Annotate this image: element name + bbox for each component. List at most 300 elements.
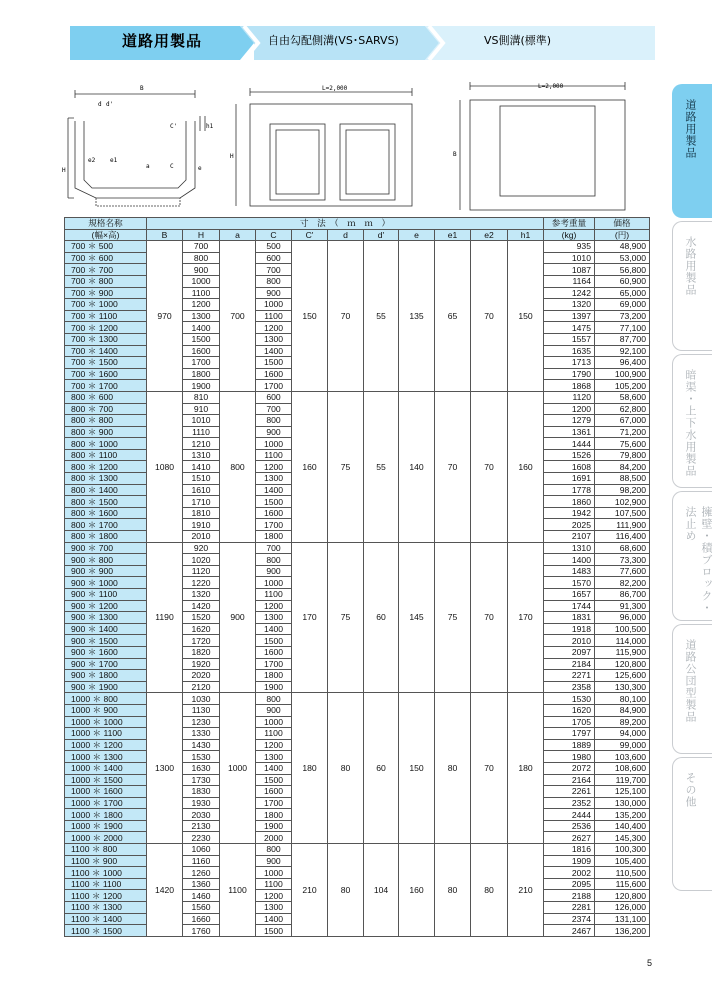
c-cell: 600 (256, 391, 292, 403)
height-cell: 1900 (183, 380, 220, 392)
c-cell: 900 (256, 287, 292, 299)
weight-cell: 1120 (544, 391, 595, 403)
spec-name-cell: 1000 ＊ 1100 (65, 728, 147, 740)
dim-e: e (198, 165, 202, 172)
col-name-header: 規格名称 (65, 218, 147, 230)
price-cell: 68,600 (595, 542, 650, 554)
height-cell: 1920 (183, 658, 220, 670)
price-cell: 130,300 (595, 681, 650, 693)
price-cell: 131,100 (595, 913, 650, 925)
weight-cell: 1860 (544, 496, 595, 508)
spec-name-cell: 700 ＊ 1300 (65, 333, 147, 345)
spec-name-cell: 700 ＊ 500 (65, 241, 147, 253)
dim-a-cell: 1100 (220, 844, 256, 937)
dim-a-cell: 700 (220, 241, 256, 392)
dim-e-cell: 135 (399, 241, 435, 392)
spec-name-cell: 800 ＊ 600 (65, 391, 147, 403)
height-cell: 1410 (183, 461, 220, 473)
tab-culvert-products[interactable] (672, 354, 712, 488)
price-cell: 92,100 (595, 345, 650, 357)
dim-e-cell: 150 (399, 693, 435, 844)
c-cell: 1100 (256, 310, 292, 322)
weight-cell: 1361 (544, 426, 595, 438)
dim-h1-cell: 180 (508, 693, 544, 844)
weight-cell: 1475 (544, 322, 595, 334)
dim-Cp: C' (170, 123, 178, 130)
height-cell: 1700 (183, 357, 220, 369)
spec-name-cell: 700 ＊ 1500 (65, 357, 147, 369)
price-cell: 91,300 (595, 600, 650, 612)
dim-e2: e2 (88, 157, 96, 164)
price-cell: 105,400 (595, 855, 650, 867)
weight-cell: 1831 (544, 612, 595, 624)
spec-name-cell: 1000 ＊ 1400 (65, 762, 147, 774)
height-cell: 1200 (183, 299, 220, 311)
c-cell: 900 (256, 855, 292, 867)
spec-table (64, 217, 650, 937)
front-width-label: B (453, 151, 457, 158)
c-cell: 1200 (256, 600, 292, 612)
spec-name-cell: 800 ＊ 700 (65, 403, 147, 415)
tab-road-products[interactable] (672, 84, 712, 218)
height-cell: 1060 (183, 844, 220, 856)
price-cell: 126,000 (595, 902, 650, 914)
weight-cell: 1816 (544, 844, 595, 856)
weight-cell: 1942 (544, 507, 595, 519)
table-subheader-row (65, 229, 650, 241)
tab-label: その他 (684, 772, 697, 808)
height-cell: 1260 (183, 867, 220, 879)
c-cell: 1900 (256, 820, 292, 832)
c-cell: 900 (256, 565, 292, 577)
spec-name-cell: 1100 ＊ 1200 (65, 890, 147, 902)
spec-name-cell: 1000 ＊ 1300 (65, 751, 147, 763)
height-cell: 1730 (183, 774, 220, 786)
height-cell: 700 (183, 241, 220, 253)
price-cell: 96,400 (595, 357, 650, 369)
weight-cell: 2444 (544, 809, 595, 821)
dim-a: a (146, 163, 150, 170)
c-cell: 1300 (256, 751, 292, 763)
sub-header: h1 (508, 229, 544, 241)
spec-name-cell: 800 ＊ 1000 (65, 438, 147, 450)
weight-cell: 2184 (544, 658, 595, 670)
price-cell: 60,900 (595, 275, 650, 287)
c-cell: 800 (256, 693, 292, 705)
price-cell: 75,600 (595, 438, 650, 450)
height-cell: 1720 (183, 635, 220, 647)
spec-name-cell: 900 ＊ 1900 (65, 681, 147, 693)
dim-e1-cell: 80 (435, 693, 471, 844)
price-cell: 114,000 (595, 635, 650, 647)
tab-label: 道路用製品 (684, 99, 697, 159)
c-cell: 1100 (256, 728, 292, 740)
spec-name-cell: 900 ＊ 1200 (65, 600, 147, 612)
sub-header: C (256, 229, 292, 241)
height-cell: 1620 (183, 623, 220, 635)
height-cell: 800 (183, 252, 220, 264)
c-cell: 1500 (256, 925, 292, 937)
weight-cell: 1918 (544, 623, 595, 635)
height-cell: 1530 (183, 751, 220, 763)
dim-d-cell: 75 (328, 542, 364, 693)
c-cell: 1100 (256, 449, 292, 461)
spec-name-cell: 1100 ＊ 1300 (65, 902, 147, 914)
c-cell: 1000 (256, 867, 292, 879)
price-cell: 80,100 (595, 693, 650, 705)
height-cell: 1820 (183, 646, 220, 658)
weight-cell: 2271 (544, 670, 595, 682)
height-cell: 1360 (183, 878, 220, 890)
height-cell: 1160 (183, 855, 220, 867)
table-row (65, 391, 650, 403)
height-cell: 1660 (183, 913, 220, 925)
sub-header: (kg) (544, 229, 595, 241)
height-cell: 1020 (183, 554, 220, 566)
price-cell: 71,200 (595, 426, 650, 438)
c-cell: 1500 (256, 635, 292, 647)
weight-cell: 1200 (544, 403, 595, 415)
price-cell: 108,600 (595, 762, 650, 774)
weight-cell: 1868 (544, 380, 595, 392)
spec-name-cell: 800 ＊ 1100 (65, 449, 147, 461)
spec-name-cell: 700 ＊ 1400 (65, 345, 147, 357)
col-weight-header: 参考重量 (544, 218, 595, 230)
weight-cell: 1570 (544, 577, 595, 589)
height-cell: 1510 (183, 473, 220, 485)
tab-label: 擁壁・積ブロック・法止め (684, 506, 713, 614)
c-cell: 1100 (256, 878, 292, 890)
weight-cell: 2164 (544, 774, 595, 786)
dim-h1-cell: 170 (508, 542, 544, 693)
dim-cp-cell: 180 (292, 693, 328, 844)
c-cell: 1700 (256, 658, 292, 670)
spec-name-cell: 900 ＊ 1800 (65, 670, 147, 682)
c-cell: 1300 (256, 612, 292, 624)
spec-name-cell: 700 ＊ 1600 (65, 368, 147, 380)
c-cell: 1400 (256, 913, 292, 925)
price-cell: 116,400 (595, 531, 650, 543)
spec-name-cell: 1000 ＊ 1500 (65, 774, 147, 786)
price-cell: 73,300 (595, 554, 650, 566)
price-cell: 88,500 (595, 473, 650, 485)
tab-waterway-products[interactable] (672, 221, 712, 351)
tab-other[interactable] (672, 757, 712, 891)
price-cell: 107,500 (595, 507, 650, 519)
spec-name-cell: 900 ＊ 1700 (65, 658, 147, 670)
spec-name-cell: 800 ＊ 1800 (65, 531, 147, 543)
breadcrumb-category[interactable]: 自由勾配側溝(VS･SARVS) (268, 34, 399, 47)
dim-h1-cell: 210 (508, 844, 544, 937)
weight-cell: 1608 (544, 461, 595, 473)
price-cell: 58,600 (595, 391, 650, 403)
weight-cell: 1657 (544, 589, 595, 601)
c-cell: 1800 (256, 531, 292, 543)
weight-cell: 1909 (544, 855, 595, 867)
height-cell: 1560 (183, 902, 220, 914)
dim-C: C (170, 163, 174, 170)
weight-cell: 2627 (544, 832, 595, 844)
price-cell: 56,800 (595, 264, 650, 276)
sub-header: a (220, 229, 256, 241)
height-cell: 1930 (183, 797, 220, 809)
height-cell: 1800 (183, 368, 220, 380)
price-cell: 69,000 (595, 299, 650, 311)
sub-header: e1 (435, 229, 471, 241)
spec-name-cell: 900 ＊ 1600 (65, 646, 147, 658)
price-cell: 145,300 (595, 832, 650, 844)
tab-retaining-wall[interactable] (672, 491, 712, 621)
dim-e-cell: 140 (399, 391, 435, 542)
height-cell: 1430 (183, 739, 220, 751)
c-cell: 700 (256, 403, 292, 415)
price-cell: 105,200 (595, 380, 650, 392)
spec-name-cell: 1100 ＊ 1500 (65, 925, 147, 937)
height-cell: 900 (183, 264, 220, 276)
c-cell: 1800 (256, 809, 292, 821)
height-cell: 1400 (183, 322, 220, 334)
table-row (65, 844, 650, 856)
sub-header: e (399, 229, 435, 241)
c-cell: 1000 (256, 438, 292, 450)
price-cell: 125,100 (595, 786, 650, 798)
weight-cell: 2095 (544, 878, 595, 890)
c-cell: 1700 (256, 797, 292, 809)
sub-header: d' (364, 229, 399, 241)
dim-dp-cell: 60 (364, 693, 399, 844)
front-length-label: L=2,000 (538, 83, 564, 90)
front-view-drawing (460, 82, 625, 210)
price-cell: 79,800 (595, 449, 650, 461)
spec-name-cell: 900 ＊ 900 (65, 565, 147, 577)
breadcrumb-product[interactable]: VS側溝(標準) (484, 34, 552, 47)
price-cell: 65,000 (595, 287, 650, 299)
height-cell: 1830 (183, 786, 220, 798)
dim-e2-cell: 70 (471, 241, 508, 392)
dim-dp: d' (106, 101, 114, 108)
height-cell: 810 (183, 391, 220, 403)
weight-cell: 2467 (544, 925, 595, 937)
weight-cell: 1790 (544, 368, 595, 380)
c-cell: 1400 (256, 762, 292, 774)
price-cell: 86,700 (595, 589, 650, 601)
c-cell: 1600 (256, 368, 292, 380)
weight-cell: 1713 (544, 357, 595, 369)
height-cell: 1610 (183, 484, 220, 496)
dim-e1-cell: 70 (435, 391, 471, 542)
dim-e-cell: 160 (399, 844, 435, 937)
weight-cell: 1279 (544, 415, 595, 427)
height-cell: 2230 (183, 832, 220, 844)
weight-cell: 1483 (544, 565, 595, 577)
tab-public-corp-products[interactable] (672, 624, 712, 754)
height-cell: 1110 (183, 426, 220, 438)
price-cell: 119,700 (595, 774, 650, 786)
height-cell: 1310 (183, 449, 220, 461)
dim-a-cell: 1000 (220, 693, 256, 844)
c-cell: 1500 (256, 496, 292, 508)
table-row (65, 693, 650, 705)
dim-e2-cell: 70 (471, 693, 508, 844)
c-cell: 800 (256, 415, 292, 427)
c-cell: 1200 (256, 461, 292, 473)
height-cell: 1210 (183, 438, 220, 450)
spec-name-cell: 900 ＊ 1400 (65, 623, 147, 635)
price-cell: 100,900 (595, 368, 650, 380)
dim-h1-cell: 150 (508, 241, 544, 392)
spec-name-cell: 800 ＊ 1500 (65, 496, 147, 508)
price-cell: 102,900 (595, 496, 650, 508)
table-header-row (65, 218, 650, 230)
height-cell: 1220 (183, 577, 220, 589)
spec-name-cell: 700 ＊ 700 (65, 264, 147, 276)
height-cell: 2120 (183, 681, 220, 693)
weight-cell: 1242 (544, 287, 595, 299)
c-cell: 1500 (256, 357, 292, 369)
price-cell: 96,000 (595, 612, 650, 624)
height-cell: 910 (183, 403, 220, 415)
height-cell: 1500 (183, 333, 220, 345)
spec-name-cell: 1000 ＊ 1700 (65, 797, 147, 809)
side-view-drawing (236, 88, 412, 206)
c-cell: 1800 (256, 670, 292, 682)
tab-label: 水路用製品 (684, 236, 697, 296)
spec-name-cell: 900 ＊ 1500 (65, 635, 147, 647)
dim-e-cell: 145 (399, 542, 435, 693)
sub-header: B (147, 229, 183, 241)
weight-cell: 935 (544, 241, 595, 253)
page-number: 5 (647, 958, 653, 968)
spec-name-cell: 1100 ＊ 900 (65, 855, 147, 867)
weight-cell: 1705 (544, 716, 595, 728)
dim-cp-cell: 150 (292, 241, 328, 392)
spec-name-cell: 900 ＊ 1000 (65, 577, 147, 589)
height-cell: 1910 (183, 519, 220, 531)
price-cell: 99,000 (595, 739, 650, 751)
spec-name-cell: 1100 ＊ 1400 (65, 913, 147, 925)
dim-b-cell: 1300 (147, 693, 183, 844)
price-cell: 62,800 (595, 403, 650, 415)
spec-name-cell: 900 ＊ 1100 (65, 589, 147, 601)
c-cell: 1000 (256, 716, 292, 728)
table-row (65, 542, 650, 554)
c-cell: 1200 (256, 890, 292, 902)
dim-b-cell: 970 (147, 241, 183, 392)
c-cell: 1200 (256, 322, 292, 334)
dim-b-cell: 1080 (147, 391, 183, 542)
height-cell: 1010 (183, 415, 220, 427)
spec-name-cell: 1000 ＊ 1900 (65, 820, 147, 832)
weight-cell: 2352 (544, 797, 595, 809)
spec-name-cell: 900 ＊ 800 (65, 554, 147, 566)
dim-B: B (140, 85, 144, 92)
height-cell: 2020 (183, 670, 220, 682)
c-cell: 1000 (256, 577, 292, 589)
sub-header: d (328, 229, 364, 241)
dim-h1: h1 (206, 123, 214, 130)
height-cell: 1000 (183, 275, 220, 287)
height-cell: 920 (183, 542, 220, 554)
weight-cell: 1889 (544, 739, 595, 751)
dim-cp-cell: 160 (292, 391, 328, 542)
weight-cell: 2010 (544, 635, 595, 647)
weight-cell: 2536 (544, 820, 595, 832)
c-cell: 800 (256, 844, 292, 856)
c-cell: 800 (256, 275, 292, 287)
price-cell: 135,200 (595, 809, 650, 821)
dim-h1-cell: 160 (508, 391, 544, 542)
spec-name-cell: 1100 ＊ 1100 (65, 878, 147, 890)
dim-e2-cell: 80 (471, 844, 508, 937)
height-cell: 1520 (183, 612, 220, 624)
weight-cell: 1691 (544, 473, 595, 485)
col-dims-header: 寸 法 （ ｍ ｍ ） (147, 218, 544, 230)
c-cell: 1600 (256, 507, 292, 519)
side-height-label: H (230, 153, 234, 160)
height-cell: 1710 (183, 496, 220, 508)
height-cell: 1030 (183, 693, 220, 705)
weight-cell: 2281 (544, 902, 595, 914)
c-cell: 1600 (256, 786, 292, 798)
height-cell: 1760 (183, 925, 220, 937)
c-cell: 1000 (256, 299, 292, 311)
price-cell: 125,600 (595, 670, 650, 682)
spec-name-cell: 700 ＊ 600 (65, 252, 147, 264)
product-drawings (60, 76, 660, 216)
weight-cell: 2002 (544, 867, 595, 879)
header-banner (0, 22, 660, 66)
dim-b-cell: 1190 (147, 542, 183, 693)
height-cell: 1320 (183, 589, 220, 601)
dim-d-cell: 75 (328, 391, 364, 542)
c-cell: 1600 (256, 646, 292, 658)
weight-cell: 1797 (544, 728, 595, 740)
spec-name-cell: 1000 ＊ 900 (65, 704, 147, 716)
dim-e1: e1 (110, 157, 118, 164)
c-cell: 1300 (256, 473, 292, 485)
price-cell: 73,200 (595, 310, 650, 322)
price-cell: 77,600 (595, 565, 650, 577)
weight-cell: 2097 (544, 646, 595, 658)
dim-dp-cell: 60 (364, 542, 399, 693)
spec-name-cell: 700 ＊ 1200 (65, 322, 147, 334)
spec-name-cell: 1000 ＊ 1600 (65, 786, 147, 798)
weight-cell: 1635 (544, 345, 595, 357)
spec-name-cell: 800 ＊ 900 (65, 426, 147, 438)
weight-cell: 1010 (544, 252, 595, 264)
dim-dp-cell: 55 (364, 391, 399, 542)
dim-e1-cell: 75 (435, 542, 471, 693)
c-cell: 1300 (256, 333, 292, 345)
weight-cell: 2025 (544, 519, 595, 531)
c-cell: 1400 (256, 623, 292, 635)
price-cell: 67,000 (595, 415, 650, 427)
weight-cell: 2358 (544, 681, 595, 693)
weight-cell: 2188 (544, 890, 595, 902)
table-row (65, 241, 650, 253)
height-cell: 1100 (183, 287, 220, 299)
weight-cell: 2072 (544, 762, 595, 774)
weight-cell: 1620 (544, 704, 595, 716)
dim-e2-cell: 70 (471, 542, 508, 693)
spec-name-cell: 800 ＊ 1400 (65, 484, 147, 496)
height-cell: 1300 (183, 310, 220, 322)
weight-cell: 2374 (544, 913, 595, 925)
c-cell: 800 (256, 554, 292, 566)
c-cell: 900 (256, 704, 292, 716)
height-cell: 1600 (183, 345, 220, 357)
sub-header: H (183, 229, 220, 241)
